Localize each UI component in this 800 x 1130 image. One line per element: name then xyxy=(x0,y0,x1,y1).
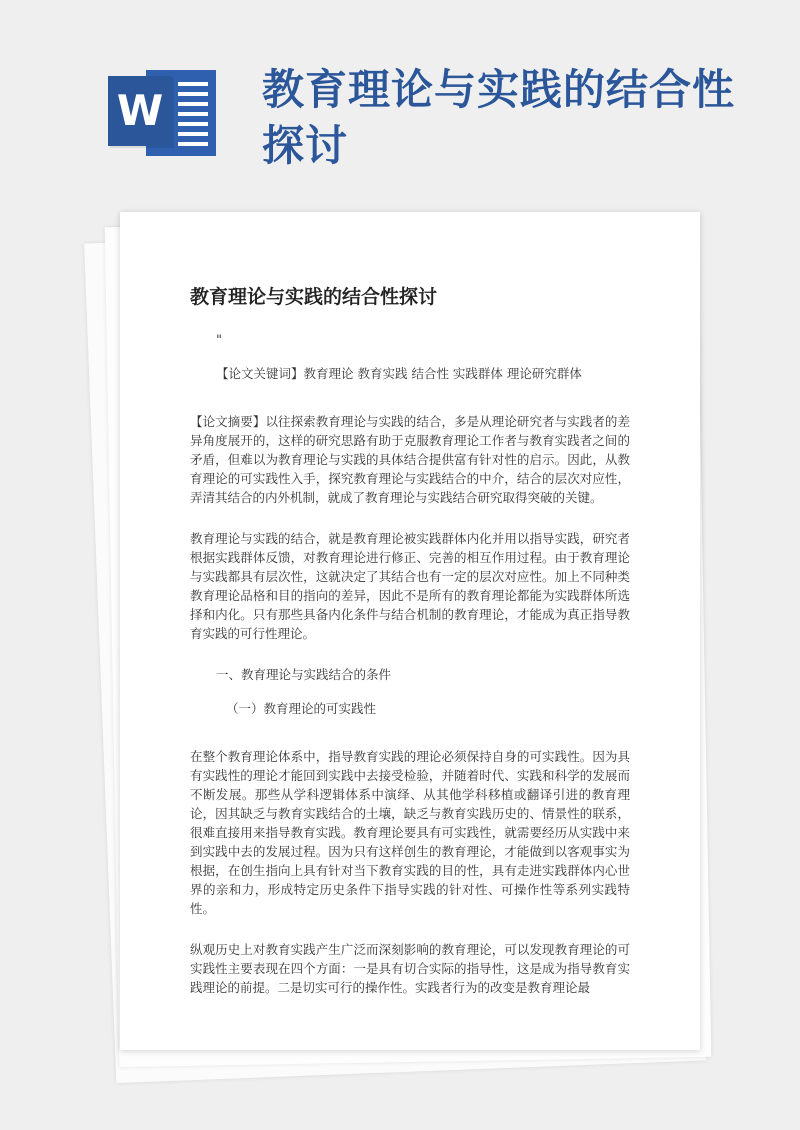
word-icon xyxy=(108,70,216,156)
abstract-paragraph: 【论文摘要】以往探索教育理论与实践的结合，多是从理论研究者与实践者的差异角度展开的，这样的研究思路有助于克服教育理论工作者与教育实践者之间的矛盾，但难以为教育理论与实践的具体结合提供富有针对性的启示。因此，从教育理论的可实践性入手，探究教育理论与实践结合的中介，结合的层次对应性，弄清其结合的内外机制，就成了教育理论与实践结合研究取得突破的关键。 xyxy=(190,414,630,505)
keywords: 【论文关键词】教育理论 教育实践 结合性 实践群体 理论研究群体 xyxy=(216,366,582,381)
word-letter-badge: W xyxy=(108,76,172,146)
body-paragraph: 在整个教育理论体系中，指导教育实践的理论必须保持自身的可实践性。因为具有实践性的理论才能回到实践中去接受检验，并随着时代、实践和科学的发展而不断发展。那些从学科逻辑体系中演绎、从其他学科移植或翻译引进的教育理论，因其缺乏与教育实践结合的土壤，缺乏与教育实践历史的、情景性的联系，很难直接用来指导教育实践。教育理论要具有可实践性，就需要经历从实践中来到实践中去的发展过程。因为只有这样创生的教育理论，才能做到以客观事实为根据，在创生指向上具有针对当下教育实践的目的性，具有走进实践群体内心世界的亲和力，形成特定历史条件下指导实践的针对性、可操作性等系列实践特性。 xyxy=(190,749,630,916)
document-page xyxy=(120,212,700,1050)
page-title: 教育理论与实践的结合性探讨 xyxy=(262,65,736,170)
subsection-heading: （一）教育理论的可实践性 xyxy=(226,701,377,716)
body-paragraph: 教育理论与实践的结合，就是教育理论被实践群体内化并用以指导实践，研究者根据实践群体反馈，对教育理论进行修正、完善的相互作用过程。由于教育理论与实践都具有层次性，这就决定了其结合也有一定的层次对应性。加上不同种类教育理论品格和目的指向的差异，因此不是所有的教育理论都能为实践群体所选择和内化。只有那些具备内化条件与结合机制的教育理论，才能成为真正指导教育实践的可行性理论。 xyxy=(190,531,630,641)
document-content xyxy=(190,282,630,1019)
section-heading: 一、教育理论与实践结合的条件 xyxy=(216,667,392,682)
article-title: 教育理论与实践的结合性探讨 xyxy=(190,286,438,308)
quote-mark: " xyxy=(216,333,222,348)
body-paragraph: 纵观历史上对教育实践产生广泛而深刻影响的教育理论，可以发现教育理论的可实践性主要表现在四个方面：一是具有切合实际的指导性，这是成为指导教育实践理论的前提。二是切实可行的操作性。实践者行为的改变是教育理论最 xyxy=(190,942,630,995)
